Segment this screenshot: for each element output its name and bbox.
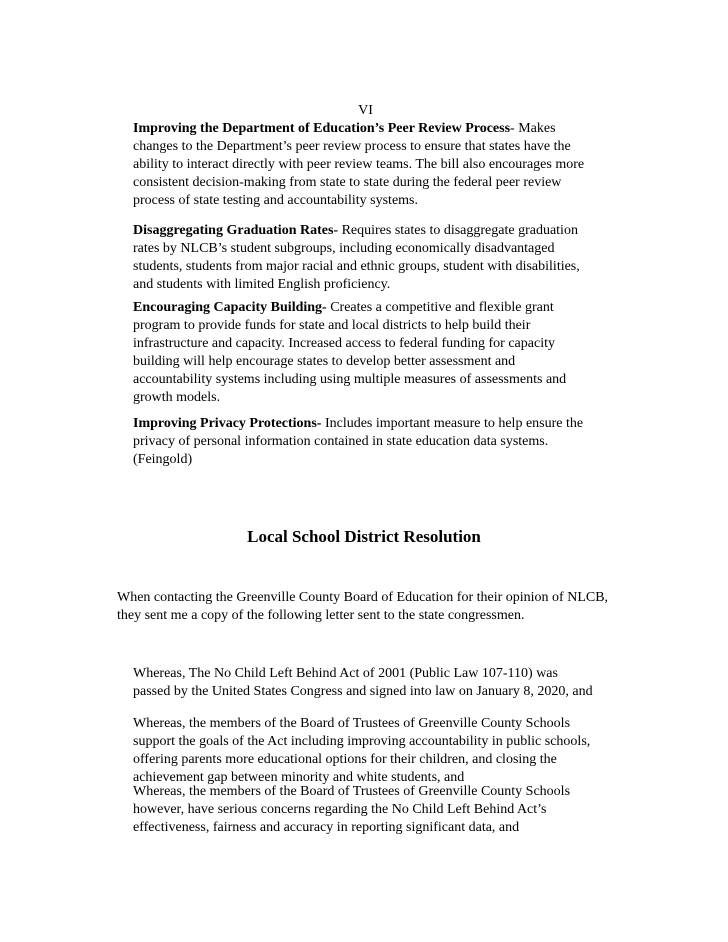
whereas-clause-2: [133, 715, 613, 787]
bill-item-body: Requires states to disaggregate graduation rates by NLCB’s student subgroups, including economically disadvantaged students, students from major racial and ethnic groups, student with disabilities, and students with limited English proficiency.: [133, 223, 580, 292]
whereas-clause: Whereas, the members of the Board of Trustees of Greenville County Schools support the goals of the Act including improving accountability in public schools, offering parents more educational options for their children, and closing the achievement gap between minority and white students, and: [133, 716, 591, 785]
whereas-clause-1: [133, 665, 613, 701]
bill-item-body: Includes important measure to help ensure the privacy of personal information contained in state education data systems. (Feingold): [133, 416, 584, 467]
whereas-clause-3: [133, 783, 613, 837]
bill-item-graduation-rates: [133, 222, 613, 294]
bill-item-title: Encouraging Capacity Building-: [133, 300, 327, 315]
intro-paragraph-block: [117, 589, 617, 625]
bill-item-paragraph: [133, 222, 613, 294]
whereas-clause: Whereas, The No Child Left Behind Act of 2001 (Public Law 107-110) was passed by the United States Congress and signed into law on January 8, 2020, and: [133, 666, 593, 699]
intro-paragraph: When contacting the Greenville County Board of Education for their opinion of NLCB, they sent me a copy of the following letter sent to the state congressmen.: [117, 590, 609, 623]
bill-item-paragraph: [133, 415, 613, 469]
bill-item-body: Creates a competitive and flexible grant program to provide funds for state and local districts to help build their infrastructure and capacity. Increased access to federal funding for capacity building will help encourage states to develop better assessment and accountability systems including using multiple measures of assessments and growth models.: [133, 300, 567, 405]
page-marker: VI: [358, 103, 373, 118]
bill-item-title: Disaggregating Graduation Rates-: [133, 223, 339, 238]
section-heading: Local School District Resolution: [247, 527, 481, 546]
bill-item-capacity-building: [133, 299, 613, 407]
bill-item-paragraph: [133, 120, 613, 210]
bill-item-title: Improving Privacy Protections-: [133, 416, 322, 431]
bill-item-body: - Makes changes to the Department’s peer review process to ensure that states have the ability to interact directly with peer review teams. The bill also encourages more consistent decision-making from state to state during the federal peer review process of state testing and accountability systems.: [133, 121, 585, 208]
whereas-clause: Whereas, the members of the Board of Trustees of Greenville County Schools however, have serious concerns regarding the No Child Left Behind Act’s effectiveness, fairness and accuracy in reporting significant data, and: [133, 784, 571, 835]
bill-item-peer-review: [133, 120, 613, 210]
bill-item-privacy: [133, 415, 613, 469]
bill-item-title: Improving the Department of Education’s Peer Review Process: [133, 121, 511, 136]
bill-item-paragraph: [133, 299, 613, 407]
